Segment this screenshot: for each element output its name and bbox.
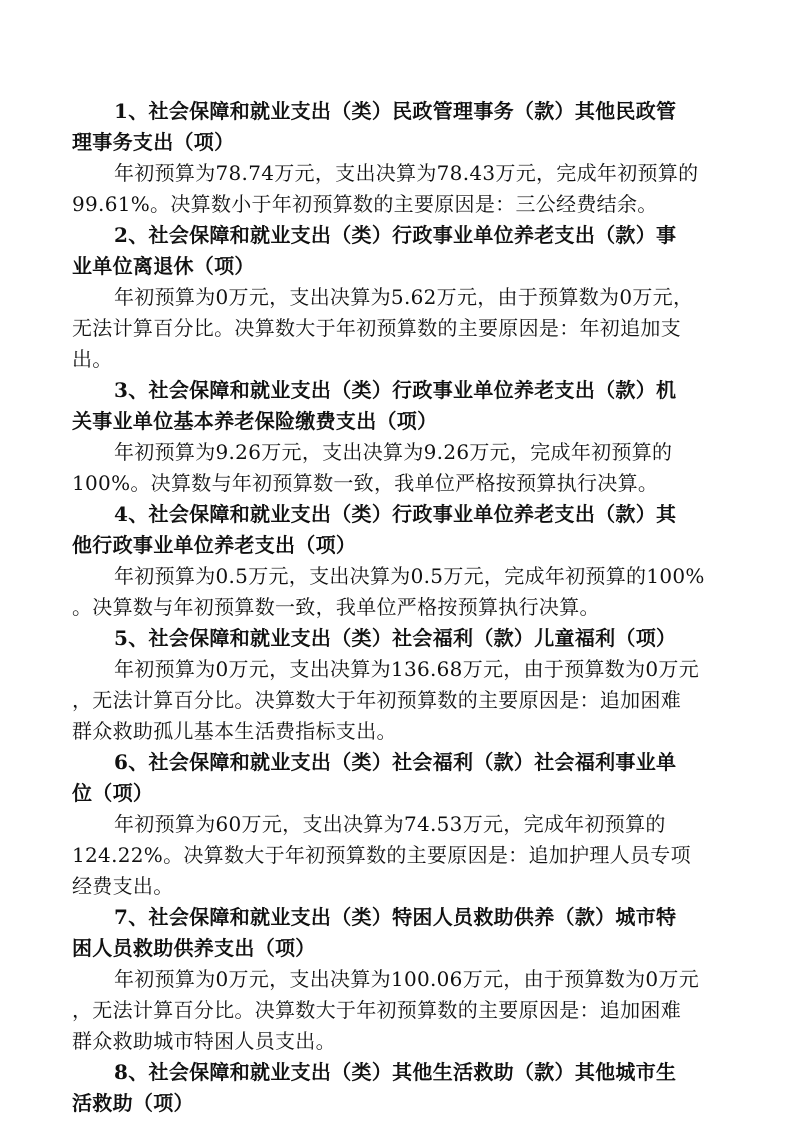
- section-7-body-line-2: ，无法计算百分比。决算数大于年初预算数的主要原因是：追加困难: [72, 998, 681, 1022]
- section-6-body-line-3: 经费支出。: [72, 874, 174, 898]
- section-2-heading-line-2: 业单位离退休（项）: [72, 254, 255, 278]
- section-4-body-line-1: 年初预算为0.5万元，支出决算为0.5万元，完成年初预算的100%: [114, 564, 705, 588]
- section-7-heading-line-1: 7、社会保障和就业支出（类）特困人员救助供养（款）城市特: [114, 905, 677, 929]
- section-1-body-line-2: 99.61%。决算数小于年初预算数的主要原因是：三公经费结余。: [72, 192, 658, 216]
- section-5-heading-line-1: 5、社会保障和就业支出（类）社会福利（款）儿童福利（项）: [114, 626, 677, 650]
- section-6-body-line-1: 年初预算为60万元，支出决算为74.53万元，完成年初预算的: [114, 812, 666, 836]
- section-3-heading-line-1: 3、社会保障和就业支出（类）行政事业单位养老支出（款）机: [114, 378, 677, 402]
- section-8-heading-line-2: 活救助（项）: [72, 1091, 194, 1115]
- section-5-body-line-3: 群众救助孤儿基本生活费指标支出。: [72, 719, 397, 743]
- section-1-heading-line-2: 理事务支出（项）: [72, 130, 235, 154]
- section-4-heading-line-1: 4、社会保障和就业支出（类）行政事业单位养老支出（款）其: [114, 502, 677, 526]
- section-7-body-line-1: 年初预算为0万元，支出决算为100.06万元，由于预算数为0万元: [114, 967, 700, 991]
- section-6-heading-line-2: 位（项）: [72, 781, 154, 805]
- section-4-heading-line-2: 他行政事业单位养老支出（项）: [72, 533, 357, 557]
- section-7-body-line-3: 群众救助城市特困人员支出。: [72, 1029, 336, 1053]
- section-2-body-line-1: 年初预算为0万元，支出决算为5.62万元，由于预算数为0万元，: [114, 285, 694, 309]
- section-6-heading-line-1: 6、社会保障和就业支出（类）社会福利（款）社会福利事业单: [114, 750, 677, 774]
- section-2-heading-line-1: 2、社会保障和就业支出（类）行政事业单位养老支出（款）事: [114, 223, 677, 247]
- section-2-body-line-2: 无法计算百分比。决算数大于年初预算数的主要原因是：年初追加支: [72, 316, 681, 340]
- section-2-body-line-3: 出。: [72, 347, 113, 371]
- section-3-body-line-1: 年初预算为9.26万元，支出决算为9.26万元，完成年初预算的: [114, 440, 673, 464]
- section-5-body-line-2: ，无法计算百分比。决算数大于年初预算数的主要原因是：追加困难: [72, 688, 681, 712]
- section-1-heading-line-1: 1、社会保障和就业支出（类）民政管理事务（款）其他民政管: [114, 99, 677, 123]
- section-4-body-line-2: 。决算数与年初预算数一致，我单位严格按预算执行决算。: [72, 595, 600, 619]
- document-page: [72, 96, 717, 1119]
- section-1-body-line-1: 年初预算为78.74万元，支出决算为78.43万元，完成年初预算的: [114, 161, 699, 185]
- section-5-body-line-1: 年初预算为0万元，支出决算为136.68万元，由于预算数为0万元: [114, 657, 700, 681]
- section-3-heading-line-2: 关事业单位基本养老保险缴费支出（项）: [72, 409, 438, 433]
- section-8-heading-line-1: 8、社会保障和就业支出（类）其他生活救助（款）其他城市生: [114, 1060, 677, 1084]
- section-7-heading-line-2: 困人员救助供养支出（项）: [72, 936, 316, 960]
- section-6-body-line-2: 124.22%。决算数大于年初预算数的主要原因是：追加护理人员专项: [72, 843, 691, 867]
- section-3-body-line-2: 100%。决算数与年初预算数一致，我单位严格按预算执行决算。: [72, 471, 659, 495]
